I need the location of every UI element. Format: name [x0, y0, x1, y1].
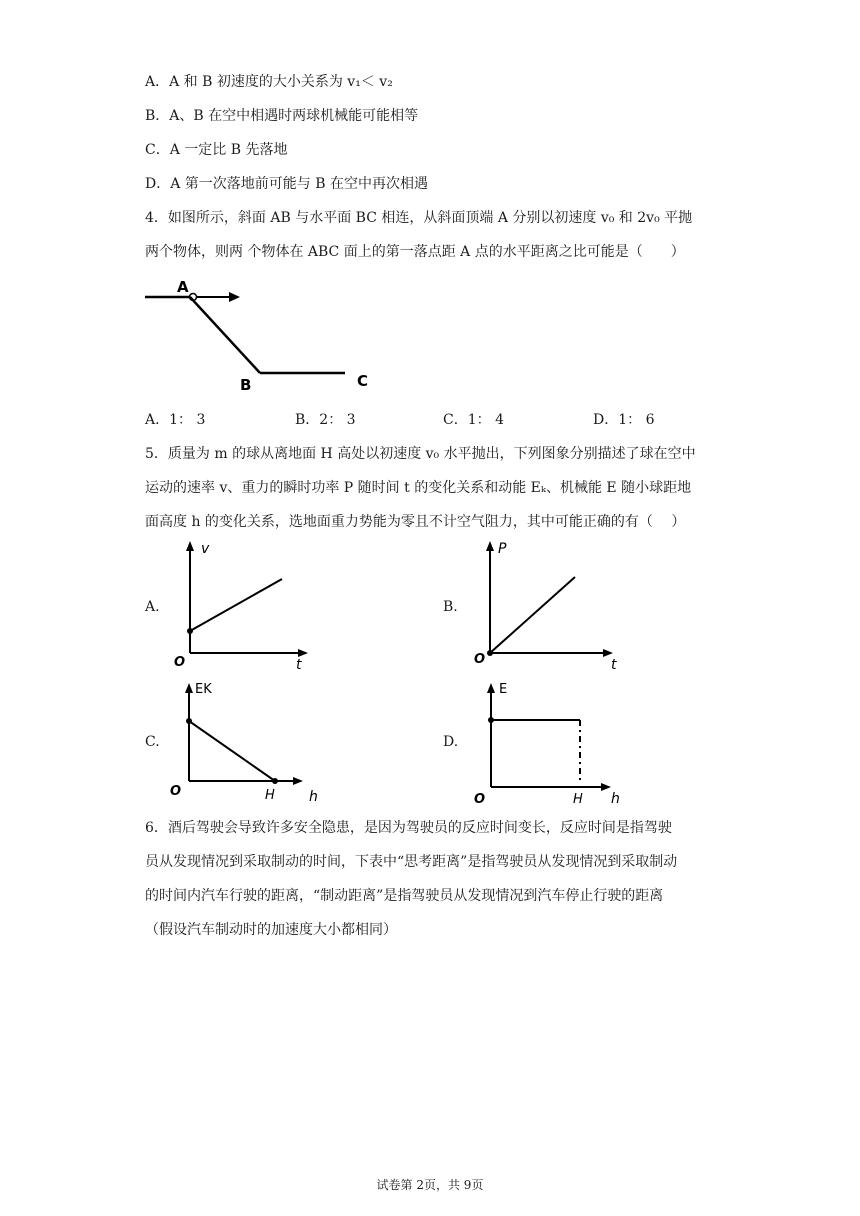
graph-b-ylabel: P — [498, 541, 507, 557]
q5-stem-line2: 运动的速率 v、重力的瞬时功率 P 随时间 t 的变化关系和动能 Eₖ、机械能 E 随小球距地 — [145, 480, 692, 496]
q4-option-a: A．1： 3 — [145, 412, 206, 428]
q5-option-c-label: C. — [145, 734, 160, 750]
q5-stem-line3: 面高度 h 的变化关系，选地面重力势能为零且不计空气阻力，其中可能正确的有（ ） — [145, 514, 686, 530]
q4-option-b: B．2： 3 — [295, 412, 356, 428]
graph-d-x-arrow — [601, 783, 611, 791]
q5-graph-b — [465, 535, 625, 670]
q6-stem-line3: 的时间内汽车行驶的距离，“制动距离”是指驾驶员从发现情况到汽车停止行驶的距离 — [145, 888, 664, 904]
q6-stem-line1: 6．酒后驾驶会导致许多安全隐患，是因为驾驶员的反应时间变长，反应时间是指驾驶 — [145, 820, 672, 836]
q5-graph-c — [165, 675, 325, 810]
q6-stem-line2: 员从发现情况到采取制动的时间，下表中“思考距离”是指驾驶员从发现情况到采取制动 — [145, 854, 678, 870]
q4-slope-figure — [145, 278, 385, 396]
graph-a-ylabel: v — [201, 541, 210, 557]
graph-c-xlabel: h — [309, 789, 318, 805]
graph-d-y-intercept — [488, 717, 494, 723]
graph-a-origin: O — [174, 655, 186, 670]
graph-d-ylabel: E — [499, 682, 508, 697]
page-footer: 试卷第 2页，共 9页 — [376, 1178, 484, 1192]
graph-c-xmark: H — [265, 788, 275, 803]
graph-b-xlabel: t — [611, 657, 617, 670]
graph-c-x-intercept — [272, 778, 278, 784]
graph-a-curve — [190, 579, 282, 631]
graph-b-y-arrow — [486, 541, 494, 551]
graph-c-ylabel: EK — [195, 682, 212, 697]
q3-option-b: B．A、B 在空中相遇时两球机械能可能相等 — [145, 108, 419, 124]
q4-option-c: C．1： 4 — [443, 412, 504, 428]
graph-a-xlabel: t — [296, 657, 302, 670]
graph-d-y-arrow — [487, 683, 495, 693]
q4-stem-line2: 两个物体，则两 个物体在 ABC 面上的第一落点距 A 点的水平距离之比可能是（ ） — [145, 244, 685, 260]
q4-label-b: B — [240, 376, 252, 394]
q3-option-a: A．A 和 B 初速度的大小关系为 v₁＜ v₂ — [145, 74, 393, 90]
graph-a-x-arrow — [298, 649, 308, 657]
graph-b-curve — [490, 577, 575, 653]
q5-stem-line1: 5．质量为 m 的球从离地面 H 高处以初速度 v₀ 水平抛出，下列图象分别描述了球在空中 — [145, 446, 696, 462]
graph-c-y-arrow — [185, 683, 193, 693]
q4-label-c: C — [357, 372, 369, 390]
q5-option-a-label: A. — [145, 599, 160, 615]
graph-d-xmark: H — [573, 792, 583, 807]
q5-graph-a — [165, 535, 315, 670]
q5-option-d-label: D. — [443, 734, 459, 750]
q4-incline-ab — [190, 297, 260, 373]
graph-d-origin: O — [474, 792, 486, 807]
graph-b-origin: O — [474, 652, 486, 667]
q5-graph-d — [465, 675, 625, 810]
q3-option-d: D．A 第一次落地前可能与 B 在空中再次相遇 — [145, 176, 428, 192]
graph-b-origin-point — [487, 650, 493, 656]
graph-c-curve — [189, 721, 275, 781]
q4-option-d: D．1： 6 — [593, 412, 655, 428]
q4-stem-line1: 4．如图所示，斜面 AB 与水平面 BC 相连，从斜面顶端 A 分别以初速度 v₀ 和 2v₀ 平抛 — [145, 210, 693, 226]
graph-d-xlabel: h — [611, 791, 620, 807]
graph-c-x-arrow — [293, 777, 303, 785]
graph-c-y-intercept — [186, 718, 192, 724]
q4-label-a: A — [177, 278, 189, 296]
q5-option-b-label: B. — [443, 599, 458, 615]
graph-a-intercept — [187, 628, 193, 634]
q4-arrow-head — [229, 292, 240, 302]
q3-option-c: C．A 一定比 B 先落地 — [145, 142, 288, 158]
graph-c-origin: O — [170, 784, 182, 799]
q6-stem-line4: （假设汽车制动时的加速度大小都相同） — [145, 922, 397, 938]
graph-a-y-arrow — [186, 541, 194, 551]
graph-b-x-arrow — [603, 649, 613, 657]
